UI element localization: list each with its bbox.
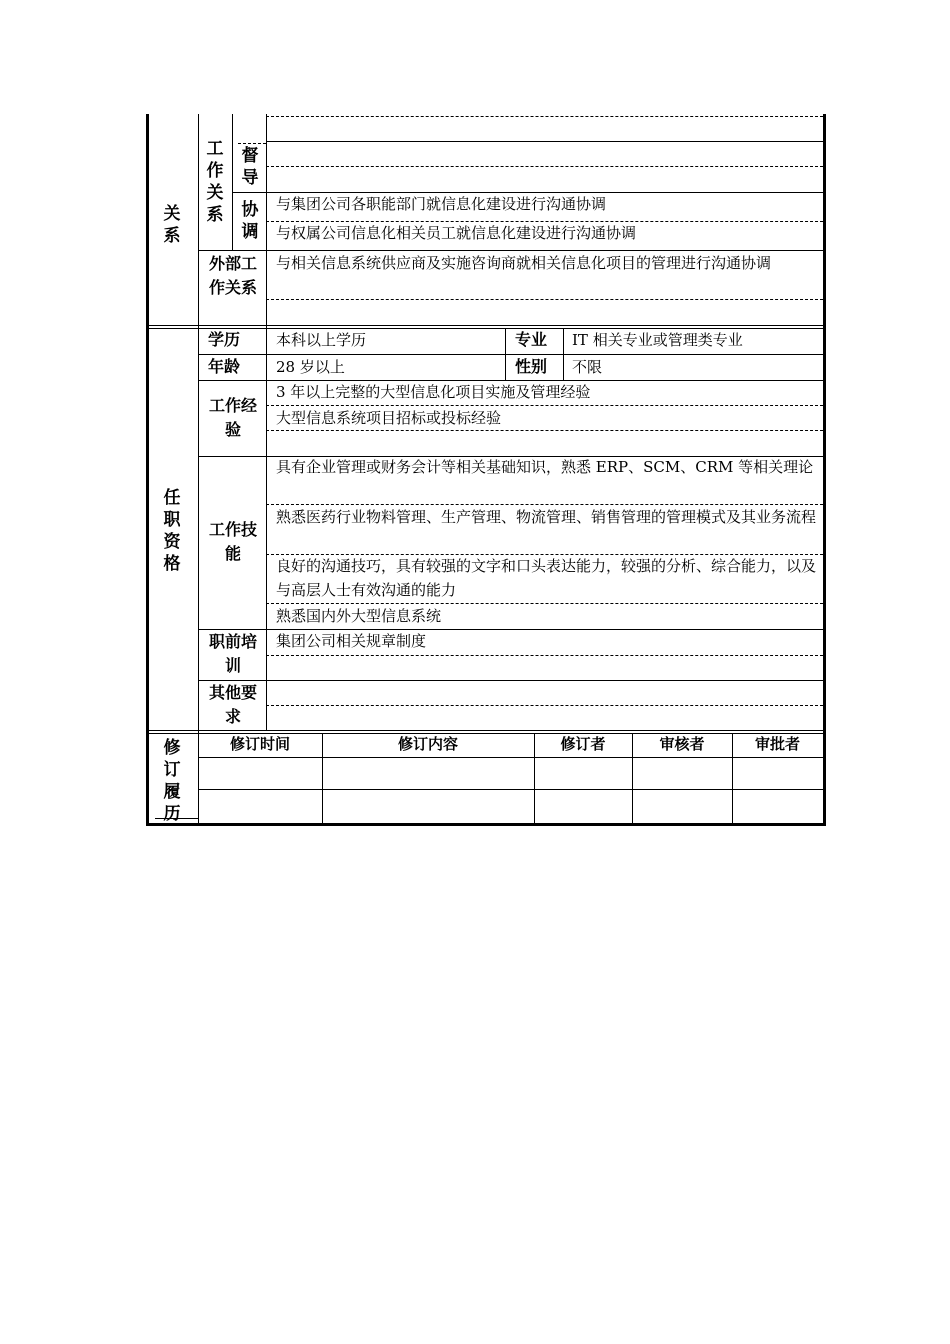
- dash-line: [266, 166, 823, 167]
- skills-item: 熟悉国内外大型信息系统: [276, 607, 442, 625]
- training-item: 集团公司相关规章制度: [276, 632, 427, 650]
- revision-header-content: 修订内容: [397, 735, 458, 753]
- revision-header-date: 修订时间: [229, 735, 290, 753]
- training-label: 职前培训: [208, 632, 257, 675]
- education-label: 学历: [207, 330, 240, 349]
- education-value: 本科以上学历: [276, 331, 367, 349]
- coordinate-item: 与权属公司信息化相关员工就信息化建设进行沟通协调: [276, 224, 637, 242]
- dash-line: [266, 299, 823, 300]
- experience-label: 工作经验: [208, 396, 257, 439]
- relations-section-label: 关系: [163, 204, 181, 246]
- frame-bottom: [146, 823, 826, 826]
- revision-header-approver: 审批者: [754, 735, 800, 753]
- gender-value: 不限: [572, 358, 603, 376]
- internal-relations-label: 工作关系: [206, 139, 224, 225]
- rule-line: [198, 789, 823, 790]
- skills-item: 具有企业管理或财务会计等相关基础知识，熟悉 ERP、SCM、CRM 等相关理论: [276, 458, 814, 476]
- rule-line: [266, 141, 823, 142]
- skills-item: 良好的沟通技巧，具有较强的文字和口头表达能力，较强的分析、综合能力，以及与高层人士有效沟通的能力: [276, 557, 817, 599]
- col-line-2: [266, 114, 267, 731]
- rule-line: [146, 325, 823, 326]
- external-relations-label: 外部工作关系: [208, 254, 257, 297]
- rule-line: [198, 680, 823, 681]
- qualifications-section-label: 任职资格: [163, 488, 181, 574]
- other-requirements-label: 其他要求: [208, 683, 257, 726]
- external-item: 与相关信息系统供应商及实施咨询商就相关信息化项目的管理进行沟通协调: [276, 254, 772, 272]
- rule-line: [155, 818, 198, 819]
- coordinate-label: 协调: [241, 200, 259, 242]
- supervise-label: 督导: [241, 146, 259, 188]
- dash-line: [266, 655, 823, 656]
- age-label: 年龄: [207, 357, 240, 376]
- dash-line: [266, 430, 823, 431]
- age-value: 28 岁以上: [276, 358, 345, 376]
- revision-section-label: 修订履历: [163, 738, 181, 824]
- dash-line: [266, 116, 823, 117]
- experience-item: 3 年以上完整的大型信息化项目实施及管理经验: [276, 383, 591, 401]
- dash-line: [266, 705, 823, 706]
- col-line-sub: [232, 114, 233, 250]
- frame-right: [823, 114, 826, 826]
- col-line-1: [198, 114, 199, 826]
- skills-label: 工作技能: [208, 520, 257, 563]
- skills-item: 熟悉医药行业物料管理、生产管理、物流管理、销售管理的管理模式及其业务流程: [276, 508, 817, 526]
- major-label: 专业: [514, 330, 547, 349]
- revision-header-reviser: 修订者: [560, 735, 606, 753]
- rule-line: [198, 757, 823, 758]
- gender-label: 性别: [514, 357, 547, 376]
- revision-header-reviewer: 审核者: [659, 735, 705, 753]
- experience-item: 大型信息系统项目招标或投标经验: [276, 409, 502, 427]
- dash-line: [238, 143, 266, 144]
- frame-left: [146, 114, 149, 826]
- coordinate-item: 与集团公司各职能部门就信息化建设进行沟通协调: [276, 195, 607, 213]
- major-value: IT 相关专业或管理类专业: [572, 331, 743, 349]
